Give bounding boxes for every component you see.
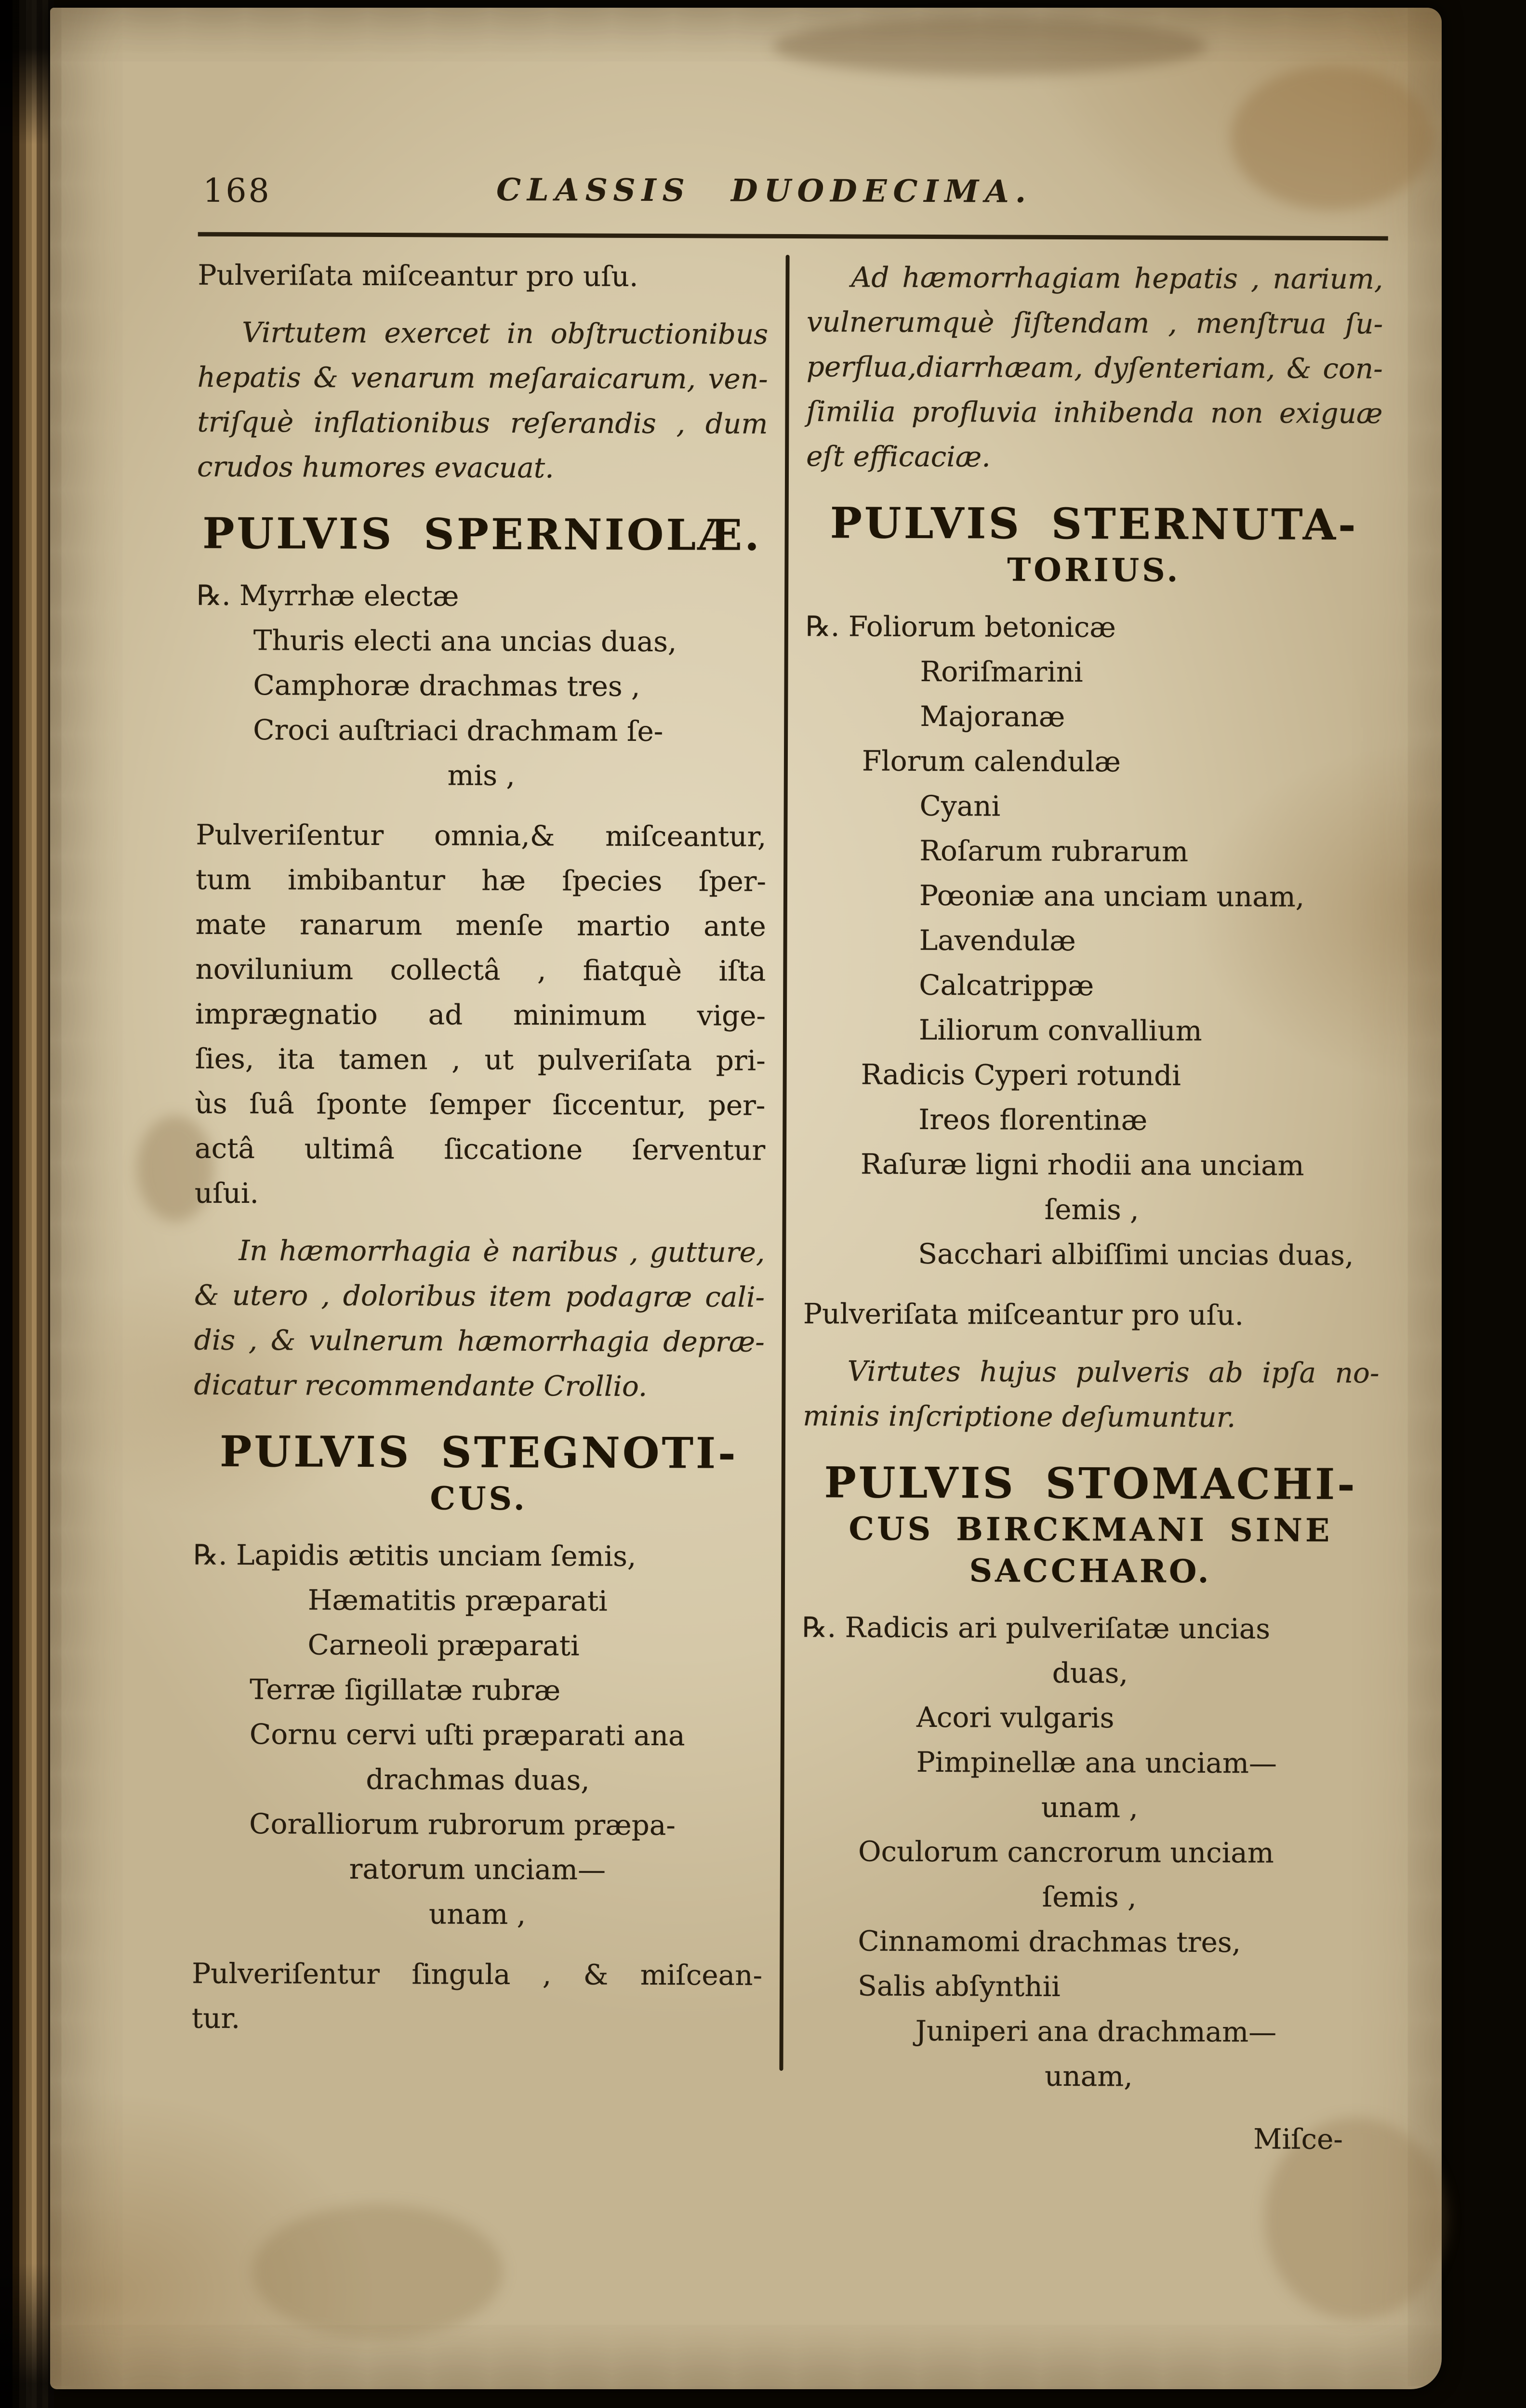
heading-line: CUS. bbox=[430, 1479, 528, 1518]
text-line: triſquè inflationibus reſerandis , dum bbox=[197, 405, 768, 440]
text-line: Majoranæ bbox=[920, 699, 1065, 733]
page-text-area bbox=[191, 160, 1389, 2175]
text-line: hepatis & venarum meſaraicarum, ven- bbox=[197, 360, 768, 395]
text-line: Roſarum rubrarum bbox=[919, 834, 1189, 868]
paragraph bbox=[192, 1951, 763, 2043]
text-line: In hæmorrhagia è naribus , gutture, bbox=[239, 1234, 765, 1269]
heading-line: SACCHARO. bbox=[969, 1552, 1212, 1591]
heading-line: PULVIS STERNUTA- bbox=[830, 498, 1358, 550]
recipe-block bbox=[196, 573, 768, 799]
text-line: ſimilia profluvia inhibenda non exiguæ bbox=[806, 395, 1383, 430]
text-line: Lavendulæ bbox=[919, 923, 1076, 958]
recipe-block bbox=[803, 604, 1382, 1278]
text-line: tur. bbox=[191, 2001, 240, 2035]
text-line: ℞. Radicis ari pulveriſatæ uncias bbox=[802, 1611, 1271, 1645]
text-line: Juniperi ana drachmam— bbox=[915, 2014, 1277, 2049]
text-line: Coralliorum rubrorum præpa- bbox=[249, 1807, 676, 1842]
text-line: ſemis , bbox=[1042, 1880, 1137, 1914]
running-header: CLASSIS DUODECIMA. bbox=[496, 171, 1033, 210]
text-line: unam , bbox=[1041, 1790, 1139, 1824]
text-line: Pulveriſentur omnia,& miſceantur, bbox=[196, 818, 767, 853]
catchword bbox=[800, 2115, 1377, 2162]
text-line: perflua,diarrhæam, dyſenteriam, & con- bbox=[806, 350, 1383, 385]
text-line: Virtutem exercet in obſtructionibus bbox=[241, 316, 769, 351]
section-heading bbox=[193, 1426, 764, 1520]
text-line: mate ranarum menſe martio ante bbox=[195, 908, 766, 943]
text-line: drachmas duas, bbox=[366, 1763, 590, 1797]
section-heading bbox=[802, 1457, 1379, 1592]
heading-line: TORIUS. bbox=[1007, 551, 1181, 589]
text-line: Acori vulgaris bbox=[916, 1700, 1115, 1735]
paragraph bbox=[803, 1349, 1380, 1440]
text-line: Hæmatitis præparati bbox=[307, 1583, 608, 1618]
text-line: ratorum unciam— bbox=[349, 1852, 606, 1886]
section-heading bbox=[197, 508, 767, 561]
text-line: unam, bbox=[1044, 2059, 1133, 2093]
right-column bbox=[800, 255, 1383, 2174]
heading-line: PULVIS STOMACHI- bbox=[824, 1457, 1358, 1510]
text-line: Cinnamomi drachmas tres, bbox=[858, 1924, 1241, 1959]
book-page bbox=[50, 8, 1442, 2389]
text-line: Cornu cervi uſti præparati ana bbox=[249, 1718, 685, 1752]
text-line: Miſce- bbox=[1253, 2122, 1343, 2156]
text-line: ſies, ita tamen , ut pulveriſata pri- bbox=[195, 1042, 766, 1077]
page-header bbox=[198, 160, 1389, 241]
text-line: actâ ultimâ ſiccatione ſerventur bbox=[195, 1132, 766, 1167]
left-column bbox=[191, 253, 769, 2172]
text-line: ſemis , bbox=[1044, 1193, 1139, 1226]
text-line: & utero , doloribus item podagræ cali- bbox=[194, 1278, 765, 1314]
two-column-layout bbox=[191, 237, 1388, 2175]
text-line: ℞. Lapidis ætitis unciam ſemis, bbox=[193, 1538, 637, 1573]
text-line: Terræ ſigillatæ rubræ bbox=[250, 1673, 561, 1707]
text-line: ℞. Myrrhæ electæ bbox=[197, 579, 459, 613]
text-line: dis , & vulnerum hæmorrhagia depræ- bbox=[194, 1323, 765, 1358]
text-line: dicatur recommendante Crollio. bbox=[194, 1368, 648, 1403]
text-line: Sacchari albiſſimi uncias duas, bbox=[918, 1237, 1354, 1272]
text-line: mis , bbox=[447, 759, 516, 792]
heading-line: PULVIS SPERNIOLÆ. bbox=[202, 508, 762, 560]
text-line: minis inſcriptione deſumuntur. bbox=[803, 1399, 1236, 1434]
text-line: eſt efficaciæ. bbox=[806, 440, 991, 474]
paragraph bbox=[198, 253, 768, 300]
text-line: Raſuræ ligni rhodii ana unciam bbox=[860, 1147, 1304, 1182]
text-line: duas, bbox=[1052, 1656, 1128, 1690]
paragraph bbox=[194, 1228, 765, 1409]
paragraph bbox=[806, 255, 1383, 481]
paragraph bbox=[803, 1291, 1380, 1338]
paragraph bbox=[195, 813, 767, 1218]
text-line: Oculorum cancrorum unciam bbox=[858, 1835, 1274, 1869]
text-line: vulnerumquè ſiſtendam , menſtrua ſu- bbox=[807, 305, 1383, 341]
heading-line: PULVIS STEGNOTI- bbox=[219, 1426, 738, 1478]
text-line: uſui. bbox=[194, 1176, 259, 1210]
column-divider-rule bbox=[779, 255, 789, 2071]
text-line: novilunium collectâ , fiatquè iſta bbox=[195, 952, 766, 987]
text-line: Pulveriſata miſceantur pro uſu. bbox=[803, 1297, 1244, 1332]
text-line: unam , bbox=[428, 1897, 526, 1931]
text-line: Pulveriſentur ſingula , & miſcean- bbox=[192, 1957, 763, 1992]
text-line: Ireos florentinæ bbox=[918, 1103, 1148, 1137]
text-line: Radicis Cyperi rotundi bbox=[861, 1058, 1181, 1092]
text-line: Pimpinellæ ana unciam— bbox=[916, 1745, 1277, 1780]
book-spine-edge bbox=[0, 0, 54, 2408]
text-line: ℞. Foliorum betonicæ bbox=[805, 610, 1116, 644]
text-line: Calcatrippæ bbox=[919, 968, 1094, 1002]
text-line: Thuris electi ana uncias duas, bbox=[253, 624, 677, 658]
heading-line: CUS BIRCKMANI SINE bbox=[849, 1510, 1333, 1549]
text-line: Ad hæmorrhagiam hepatis , narium, bbox=[851, 261, 1383, 296]
page-number: 168 bbox=[202, 171, 272, 211]
text-line: Pœoniæ ana unciam unam, bbox=[919, 879, 1305, 913]
text-line: ùs ſuâ ſponte ſemper ſiccentur, per- bbox=[195, 1087, 766, 1122]
text-line: imprægnatio ad minimum vige- bbox=[195, 997, 766, 1032]
text-line: Pulveriſata miſceantur pro uſu. bbox=[198, 258, 638, 293]
text-line: Liliorum convallium bbox=[918, 1013, 1202, 1047]
paper-stain bbox=[252, 2204, 503, 2339]
paper-stain bbox=[773, 17, 1207, 75]
text-line: Salis abſynthii bbox=[857, 1969, 1061, 2003]
text-line: tum imbibantur hæ ſpecies ſper- bbox=[195, 863, 767, 898]
text-line: Camphoræ drachmas tres , bbox=[253, 669, 640, 703]
recipe-block bbox=[192, 1533, 764, 1938]
text-line: Cyani bbox=[919, 789, 1001, 823]
text-line: Florum calendulæ bbox=[862, 744, 1121, 778]
text-line: Carneoli præparati bbox=[307, 1628, 580, 1662]
text-line: Virtutes hujus pulveris ab ipſa no- bbox=[847, 1355, 1380, 1390]
text-line: Croci auſtriaci drachmam ſe- bbox=[253, 713, 663, 748]
text-line: Roriſmarini bbox=[920, 655, 1083, 689]
text-line: crudos humores evacuat. bbox=[197, 450, 554, 485]
section-heading bbox=[806, 497, 1382, 592]
recipe-block bbox=[800, 1605, 1379, 2100]
paragraph bbox=[197, 310, 768, 491]
